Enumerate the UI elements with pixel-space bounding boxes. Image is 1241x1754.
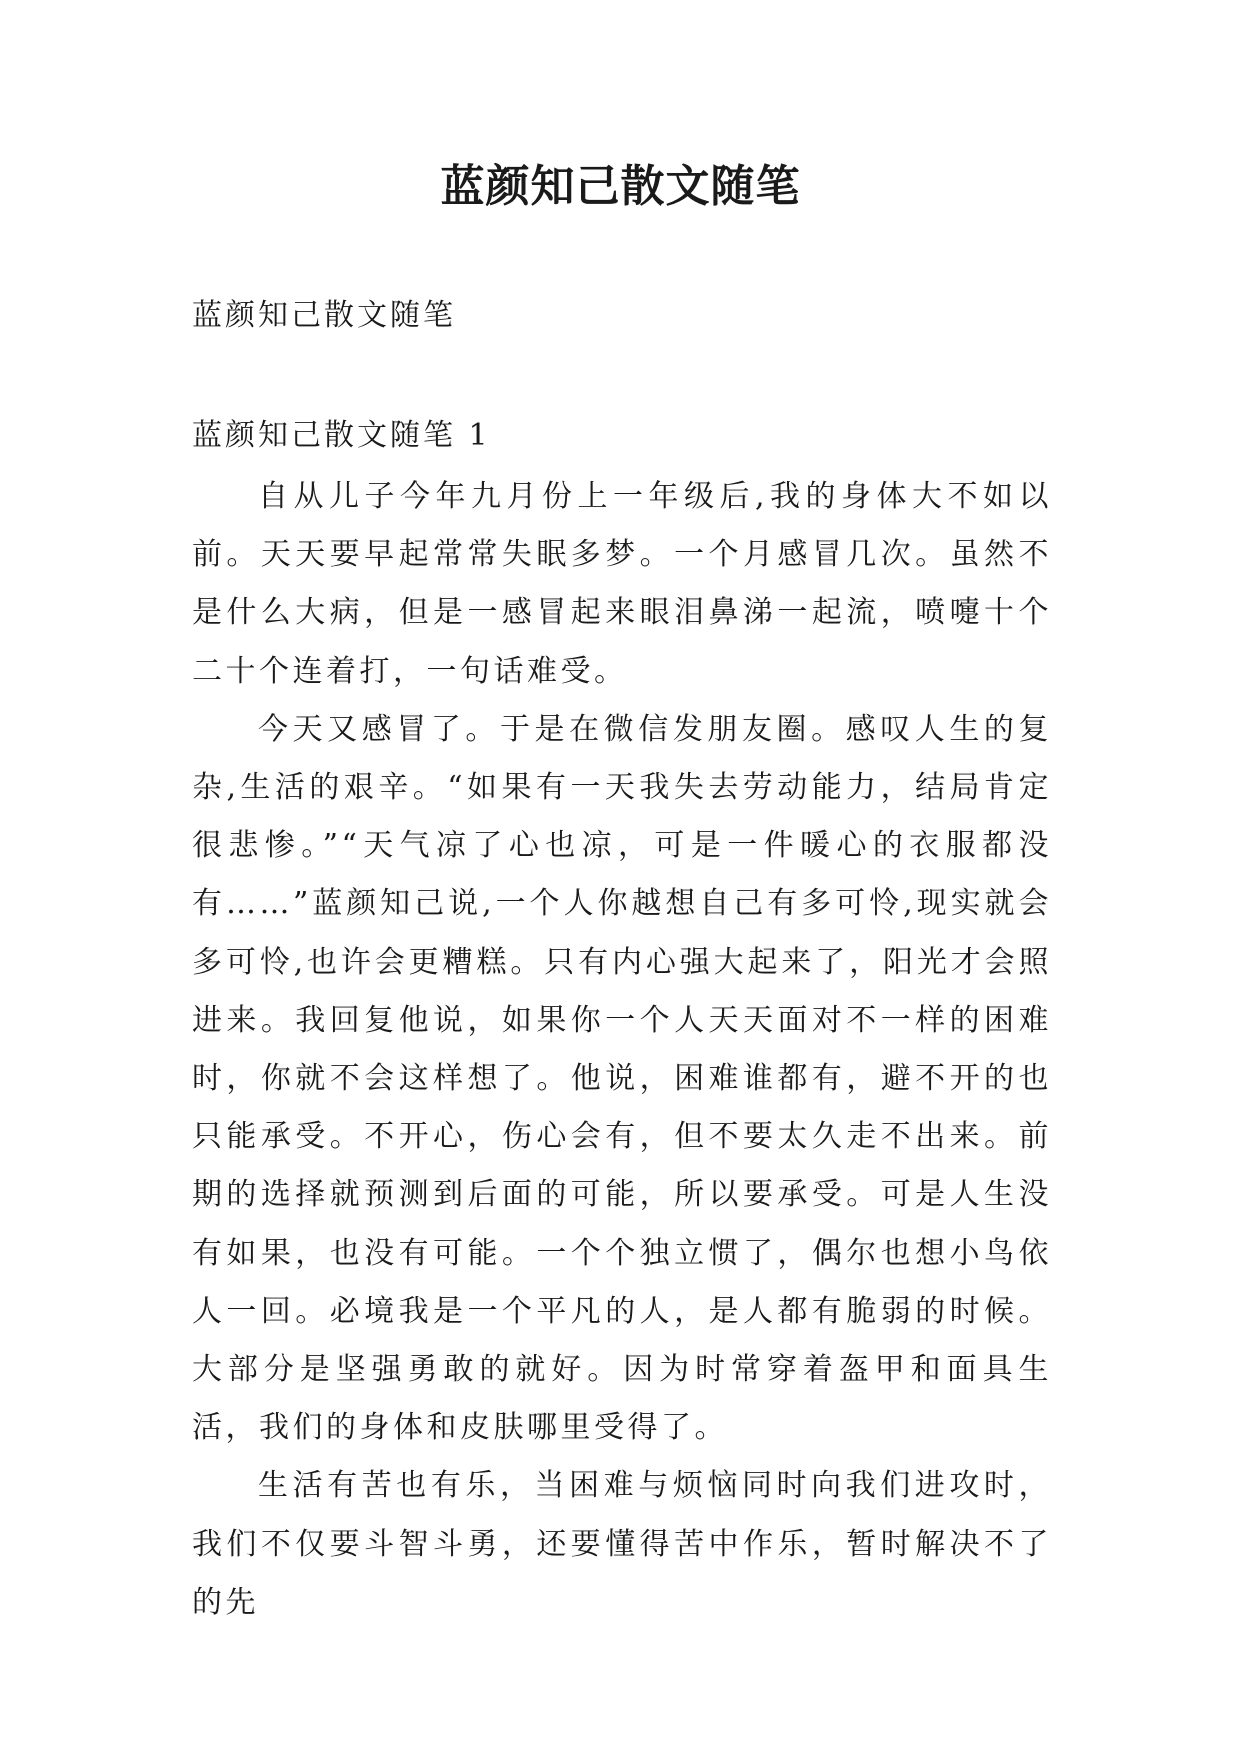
- paragraph-2: 今天又感冒了。于是在微信发朋友圈。感叹人生的复杂,生活的艰辛。“如果有一天我失去劳动能力，结局肯定很悲惨。”“天气凉了心也凉，可是一件暖心的衣服都没有……”蓝颜知己说,一个人你越想自己有多可怜,现实就会多可怜,也许会更糟糕。只有内心强大起来了，阳光才会照进来。我回复他说，如果你一个人天天面对不一样的困难时，你就不会这样想了。他说，困难谁都有，避不开的也只能承受。不开心，伤心会有，但不要太久走不出来。前期的选择就预测到后面的可能，所以要承受。可是人生没有如果，也没有可能。一个个独立惯了，偶尔也想小鸟依人一回。必境我是一个平凡的人，是人都有脆弱的时候。大部分是坚强勇敢的就好。因为时常穿着盔甲和面具生活，我们的身体和皮肤哪里受得了。: [192, 711, 1052, 1446]
- document-subtitle: 蓝颜知己散文随笔: [192, 298, 456, 333]
- document-title: 蓝颜知己散文随笔: [440, 161, 801, 212]
- section-heading: 蓝颜知己散文随笔 1: [192, 418, 491, 453]
- document-body: [192, 468, 1052, 1632]
- paragraph-3: 生活有苦也有乐，当困难与烦恼同时向我们进攻时，我们不仅要斗智斗勇，还要懂得苦中作乐，暂时解决不了的先: [192, 1468, 1052, 1620]
- paragraph-1: 自从儿子今年九月份上一年级后,我的身体大不如以前。天天要早起常常失眠多梦。一个月感冒几次。虽然不是什么大病，但是一感冒起来眼泪鼻涕一起流，喷嚏十个二十个连着打，一句话难受。: [192, 479, 1052, 689]
